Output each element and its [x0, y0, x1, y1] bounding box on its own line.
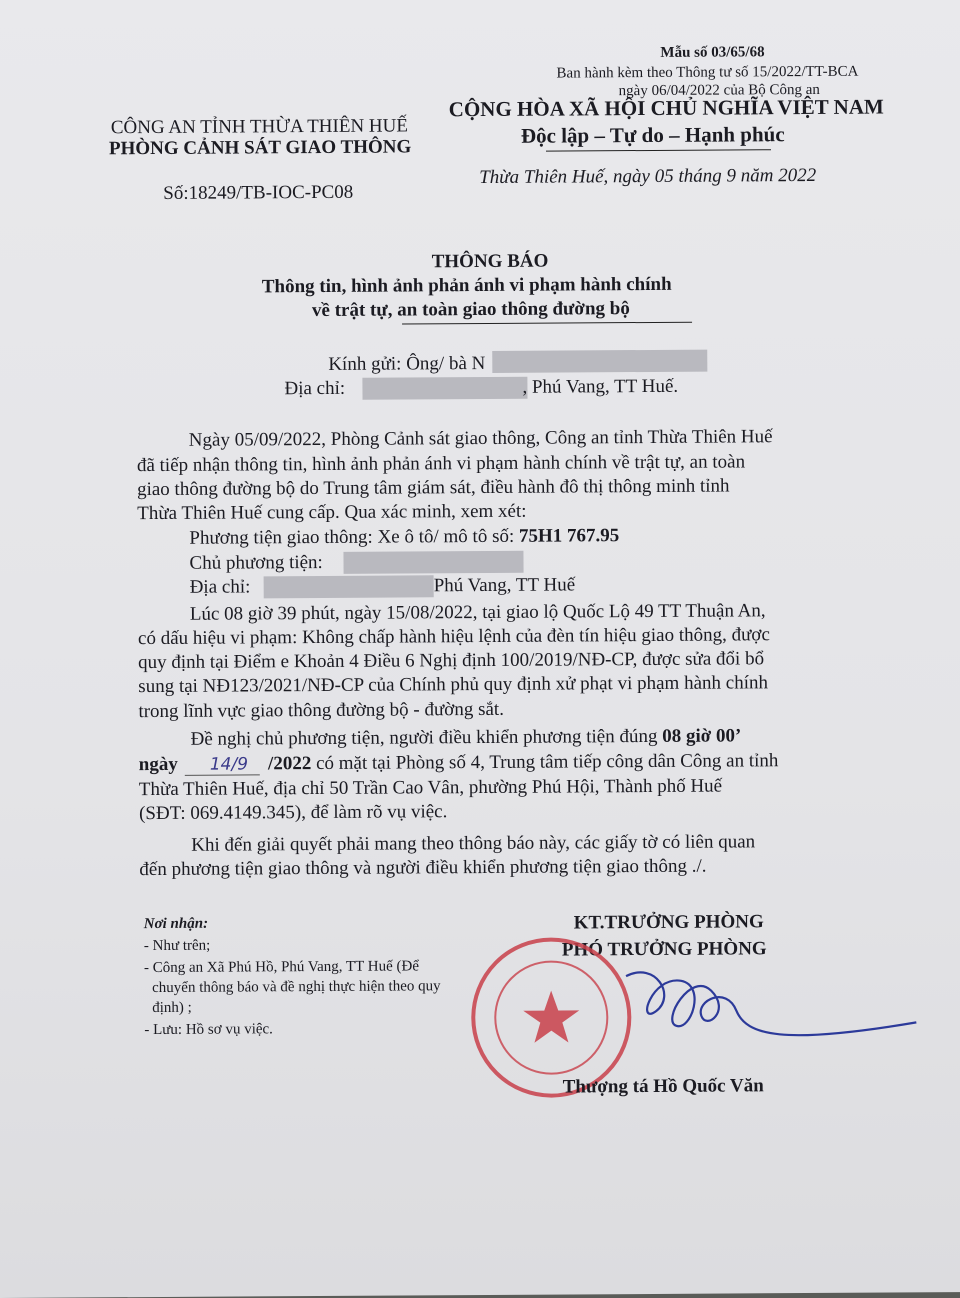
- license-plate: 75H1 767.95: [518, 525, 620, 547]
- recipient-item-2-line3: định) ;: [152, 999, 192, 1017]
- notice-subtitle-1: Thông tin, hình ảnh phản ánh vi phạm hành chính: [261, 273, 672, 298]
- address-label: Địa chỉ:: [284, 377, 346, 400]
- star-icon: [523, 990, 579, 1042]
- redacted-owner-address: [264, 575, 434, 598]
- greeting: Kính gửi: Ông/ bà N: [328, 352, 486, 375]
- national-motto: Độc lập – Tự do – Hạnh phúc: [520, 122, 785, 148]
- recipient-item-2-line2: chuyển thông báo và đề nghị thực hiện theo quy: [152, 978, 441, 997]
- violation-line1: Lúc 08 giờ 39 phút, ngày 15/08/2022, tại giao lộ Quốc Lộ 49 TT Thuận An,: [189, 600, 766, 625]
- redacted-name: [492, 350, 707, 373]
- violation-line5: trong lĩnh vực giao thông đường bộ - đường sắt.: [138, 698, 504, 723]
- issuer-agency: CÔNG AN TỈNH THỪA THIÊN HUẾ: [110, 115, 409, 139]
- owner-address-tail: Phú Vang, TT Huế: [433, 574, 576, 597]
- body-p1-line3: giao thông đường bộ do Trung tâm giám sát, điều hành đô thị thông minh tỉnh: [137, 475, 730, 501]
- form-number: Mẫu số 03/65/68: [660, 44, 765, 61]
- handwritten-date: 14/9: [209, 754, 249, 775]
- issued-line-1: Ban hành kèm theo Thông tư số 15/2022/TT-BCA: [556, 63, 859, 82]
- signer-name: Thượng tá Hồ Quốc Văn: [562, 1075, 764, 1098]
- redacted-owner: [343, 551, 523, 574]
- body-p1-line4: Thừa Thiên Huế cung cấp. Qua xác minh, xem xét:: [137, 500, 527, 525]
- recipient-item-3: - Lưu: Hồ sơ vụ việc.: [144, 1021, 273, 1039]
- issuer-department: PHÒNG CẢNH SÁT GIAO THÔNG: [108, 136, 412, 160]
- handwritten-signature: [596, 954, 927, 1066]
- motto-underline: [546, 149, 771, 151]
- address-tail: , Phú Vang, TT Huế.: [522, 375, 679, 398]
- request-line1: [191, 725, 742, 750]
- document-number: Số:18249/TB-IOC-PC08: [163, 181, 354, 204]
- title-underline: [402, 322, 692, 325]
- country-name: CỘNG HÒA XÃ HỘI CHỦ NGHĨA VIỆT NAM: [448, 94, 884, 122]
- owner-label: Chủ phương tiện:: [189, 551, 323, 574]
- violation-line3: quy định tại Điểm e Khoản 4 Điều 6 Nghị định 100/2019/NĐ-CP, được sửa đổi bổ: [138, 648, 765, 674]
- body-p1-line1: Ngày 05/09/2022, Phòng Cảnh sát giao thông, Công an tỉnh Thừa Thiên Huế: [188, 426, 773, 451]
- notice-subtitle-2: về trật tự, an toàn giao thông đường bộ: [311, 298, 630, 322]
- request-location: có mặt tại Phòng số 4, Trung tâm tiếp công dân Công an tỉnh: [311, 750, 779, 775]
- request-line2: [139, 750, 779, 776]
- violation-line2: có dấu hiệu vi phạm: Không chấp hành hiệu lệnh của đèn tín hiệu giao thông, được: [137, 624, 770, 650]
- appointment-day-label: ngày: [138, 753, 178, 776]
- vehicle-label: Phương tiện giao thông: Xe ô tô/ mô tô số:: [189, 525, 520, 549]
- request-line4: (SĐT: 069.4149.345), để làm rõ vụ việc.: [138, 801, 448, 825]
- request-text: Đề nghị chủ phương tiện, người điều khiển phương tiện đúng: [190, 725, 663, 750]
- signer-title-1: KT.TRƯỞNG PHÒNG: [573, 911, 764, 934]
- body-p1-line2: đã tiếp nhận thông tin, hình ảnh phản ánh vi phạm hành chính về trật tự, an toàn: [136, 451, 746, 477]
- request-line3: Thừa Thiên Huế, địa chỉ 50 Trần Cao Vân, phường Phú Hội, Thành phố Huế: [138, 775, 723, 801]
- closing-line2: đến phương tiện giao thông và người điều khiển phương tiện giao thông ./.: [139, 855, 707, 881]
- appointment-time: 08 giờ 00’: [662, 725, 742, 747]
- recipient-item-2-line1: - Công an Xã Phú Hồ, Phú Vang, TT Huế (Để: [143, 958, 420, 977]
- vehicle-line: [189, 525, 619, 550]
- issued-line-2: ngày 06/04/2022 của Bộ Công an: [618, 81, 820, 100]
- place-date: Thừa Thiên Huế, ngày 05 tháng 9 năm 2022: [479, 164, 817, 189]
- notice-title: THÔNG BÁO: [431, 250, 549, 273]
- violation-line4: sung tại NĐ123/2021/NĐ-CP của Chính phủ quy định xử phạt vi phạm hành chính: [138, 672, 769, 698]
- appointment-year: /2022: [267, 753, 312, 775]
- redacted-address: [362, 377, 527, 400]
- signer-title-2: PHÓ TRƯỞNG PHÒNG: [561, 938, 767, 961]
- owner-address-label: Địa chỉ:: [189, 576, 251, 598]
- handwritten-underline: [185, 774, 260, 775]
- recipient-item-1: - Như trên;: [143, 937, 211, 955]
- recipients-title: Nơi nhận:: [143, 915, 209, 933]
- closing-line1: Khi đến giải quyết phải mang theo thông báo này, các giấy tờ có liên quan: [191, 831, 756, 856]
